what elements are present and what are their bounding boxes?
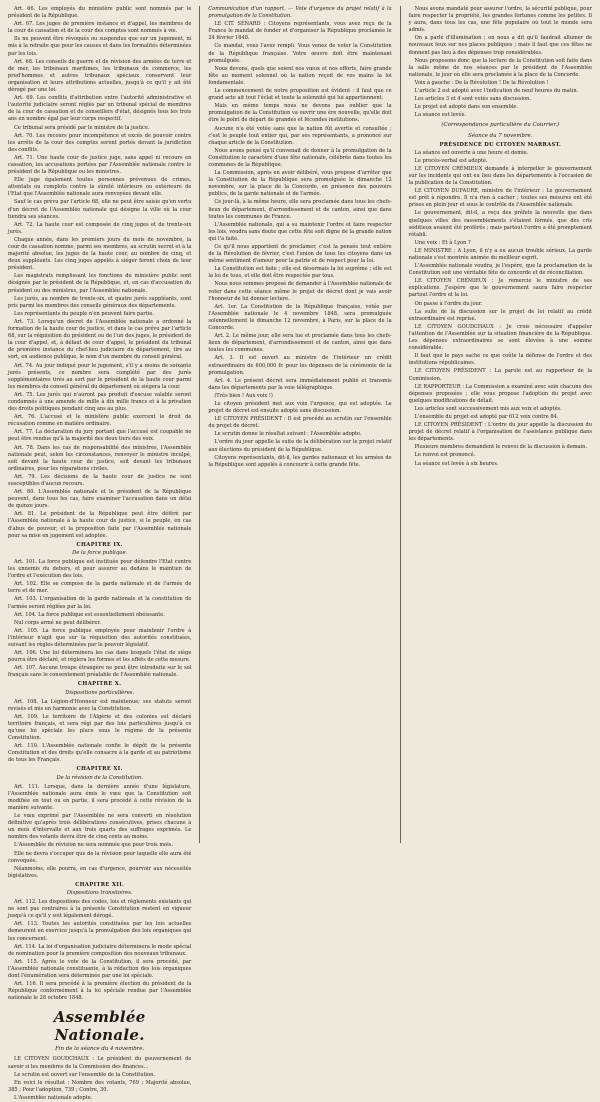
report-paragraph: Plusieurs membres demandent le renvoi de la discussion à demain. xyxy=(414,444,588,451)
article-paragraph: Ils ne peuvent être révoqués ou suspendus que sur un jugement, ni mis à la retraite que pour les causes et dans les formalités déterminées par les lois. xyxy=(8,36,192,57)
report-paragraph: Le scrutin est ouvert sur l'ensemble de la Constitution. xyxy=(14,1071,156,1078)
report-paragraph: Il faut que le pays sache ce que coûte la défense de l'ordre et des institutions républicaines. xyxy=(408,353,592,367)
report-paragraph: LE RAPPORTEUR : La Commission a examiné avec soin chacune des dépenses proposées ; elle vous propose l'adoption du projet avec quelques modifications de détail. xyxy=(408,383,592,404)
report-paragraph: LE CITOYEN CRÉMIEUX : Je remercie le ministre de ses explications. J'espère que le gouvernement saura faire respecter partout l'ordre et la loi. xyxy=(408,278,592,299)
report-paragraph: Le citoyen président met aux voix l'urgence, qui est adoptée. Le projet de décret est ensuite adopté sans discussion. xyxy=(208,400,392,415)
report-paragraph: L'Assemblée nationale, qui a su maintenir l'ordre et faire respecter les lois, voudra sans doute que cette fête soit digne de la grande nation qui l'a faite. xyxy=(208,221,392,242)
column-rule-2 xyxy=(400,6,401,843)
article-paragraph: Art. 79. Les décisions de la haute cour de justice ne sont susceptibles d'aucun recours. xyxy=(8,473,192,487)
middle-paragraphs xyxy=(208,21,391,469)
article-paragraph: Les représentants du peuple n'en peuvent faire partie. xyxy=(14,310,154,317)
chapter-xi-subheading: De la révision de la Constitution. xyxy=(56,774,143,781)
report-paragraph: La Constitution est faite ; elle est désormais la loi suprême ; elle est la loi de tous, et elle doit être respectée par tous. xyxy=(208,266,392,280)
report-paragraph: Les articles 3 et 4 sont votés sans discussion. xyxy=(414,96,531,103)
article-paragraph: Art. 70. Les recours pour incompétence et excès de pouvoir contre les arrêts de la cour des comptes seront portés devant la juridiction des conflits. xyxy=(8,132,192,153)
report-paragraph: Nous proposons donc que la lecture de la Constitution soit faite dans la salle même de nos séances par le président de l'Assemblée nationale, le jour où elle sera proclamée à la place de la Concorde. xyxy=(408,57,592,78)
report-paragraph: LE CITOYEN DUFAURE, ministre de l'intérieur : Le gouvernement est prêt à répondre. Il n'a rien à cacher ; toutes ses mesures ont été prises en plein jour et sous le contrôle de l'Assemblée nationale. xyxy=(408,188,592,209)
report-paragraph: L'Assemblée nationale adopte. xyxy=(14,1094,93,1101)
report-paragraph: Le projet est adopté dans son ensemble. xyxy=(414,104,519,111)
report-paragraph: Nous devons, quels que soient nos vœux et nos efforts, faire grande fête au moment solennel où la nation reçoit de vos mains la loi fondamentale. xyxy=(208,65,392,86)
report-paragraph: Aucune n'a été votée sans que la nation fût avertie et consultée ; c'est le peuple tout entier qui, par ses représentants, a prononcé sur chaque article de la Constitution. xyxy=(208,125,392,146)
article-paragraph: Art. 71. Une haute cour de justice juge, sans appel ni recours en cassation, les accusations portées par l'Assemblée nationale contre le président de la République ou les ministres. xyxy=(8,154,192,176)
report-paragraph: Nous avons mandaté pour assurer l'ordre, la sécurité publique, pour faire respecter la propriété, les grandes fortunes comme les petites. Il y aura, dans tous les cas, une fête populaire où tout le monde sera admis. xyxy=(408,6,592,34)
chapter-xi-heading: CHAPITRE XI. xyxy=(76,766,123,773)
report-paragraph: Le gouvernement, dit-il, a reçu des préfets la nouvelle que dans quelques villes des rassemblements s'étaient formés, que des cris séditieux avaient été proférés ; mais partout l'ordre a été promptement rétabli. xyxy=(408,210,592,238)
article-paragraph: Art. 111. Lorsque, dans la dernière année d'une législature, l'Assemblée nationale aura émis le vœu que la Constitution soit modifiée en tout ou en partie, il sera procédé à cette révision de la manière suivante. xyxy=(8,783,192,811)
article-paragraph: Chaque année, dans les premiers jours du mois de novembre, la cour de cassation nomme, parmi ses membres, au scrutin secret et à la majorité absolue, les juges de la haute cour, au nombre de cinq, et deux suppléants. Les cinq juges appelés à siéger feront choix de leur président. xyxy=(8,236,192,272)
article-paragraph: Art. 108. La Légion-d'Honneur est maintenue; ses statuts seront revisés et mis en harmonie avec la Constitution. xyxy=(8,698,192,712)
article-paragraph: Art. 73. Lorsqu'un décret de l'Assemblée nationale a ordonné la formation de la haute cour de justice, et dans le cas prévu par l'article 68, sur la réquisition du président ou de l'un des juges, le président de la cour d'appel, et, à défaut de cour d'appel, le président du tribunal de première instance du chef-lieu judiciaire du département, tire au sort, en audience publique, le nom d'un membre du conseil général. xyxy=(8,318,192,361)
article-paragraph: Art. 116. Il sera procédé à la première élection du président de la République conformément à la loi spéciale rendue par l'Assemblée nationale le 28 octobre 1848. xyxy=(8,981,192,1002)
articles-block-c xyxy=(8,699,191,765)
report-paragraph: L'ordre du jour appelle la suite de la délibération sur le projet relatif aux élections du président de la République. xyxy=(208,439,392,453)
article-paragraph: Sauf le cas prévu par l'article 68, elle ne peut être saisie qu'en vertu d'un décret de l'Assemblée nationale qui désigne la ville où la cour tiendra ses séances. xyxy=(8,199,192,220)
article-paragraph: Art. 112. Les dispositions des codes, lois et règlements existants qui ne sont pas contraires à la présente Constitution restent en vigueur jusqu'à ce qu'il y soit légalement dérogé. xyxy=(8,899,192,920)
chapter-xii-subheading: Dispositions transitoires. xyxy=(66,889,133,896)
middle-heading: Communication d'un rapport. — Vote d'urgence du projet relatif à la promulgation de la Constitution. xyxy=(208,6,392,20)
report-paragraph: LE CITOYEN CRÉMIEUX demande à interpeller le gouvernement sur les incidents qui ont eu lieu dans les départements à l'occasion de la publication de la Constitution. xyxy=(408,165,592,187)
article-paragraph: Art. 102. Elle se compose de la garde nationale et de l'armée de terre et de mer. xyxy=(8,581,192,595)
presidency-heading: PRÉSIDENCE DU CITOYEN MARRAST. xyxy=(439,141,562,148)
right-paragraphs xyxy=(409,6,592,119)
report-paragraph: La Commission, après en avoir délibéré, vous propose d'arrêter que la Constitution de la République sera promulguée le dimanche 12 novembre, sur la place de la Concorde, en présence des pouvoirs publics, de la garde nationale et de l'armée. xyxy=(208,170,392,198)
correspondence-heading: (Correspondance particulière du Courrier.) xyxy=(441,122,560,129)
articles-block-a xyxy=(8,6,191,540)
article-paragraph: Les jurés, au nombre de trente-six, et quatre jurés suppléants, sont pris parmi les membres des conseils généraux des départements. xyxy=(8,295,192,309)
report-paragraph: La séance est ouverte à une heure et demie. xyxy=(414,149,529,156)
article-paragraph: Art. 77. La déclaration du jury portant que l'accusé est coupable ne peut être rendue qu'à la majorité des deux tiers des voix. xyxy=(8,429,192,443)
article-paragraph: Art. 75. Les jurés qui n'auront pas produit d'excuse valable seront condamnés à une amende de mille à dix mille francs et à la privation des droits politiques pendant cinq ans au plus. xyxy=(8,391,192,413)
article-paragraph: Néanmoins, elle pourra, en cas d'urgence, pourvoir aux nécessités législatives. xyxy=(8,865,192,879)
article-paragraph: Art. 106. Une loi déterminera les cas dans lesquels l'état de siège pourra être déclaré, et réglera les formes et les effets de cette mesure. xyxy=(8,650,192,664)
report-paragraph: Art. 2. Le même jour, elle sera lue et proclamée dans tous les chefs-lieux de département, d'arrondissement et de canton, ainsi que dans toutes les communes. xyxy=(208,333,392,354)
articles-block-b xyxy=(8,559,191,680)
report-paragraph: Citoyens représentants, dit-il, les gardes nationaux et les armées de la République sont appelés à concourir à cette grande fête. xyxy=(208,454,392,468)
report-paragraph: La séance est levée à six heures. xyxy=(414,460,499,467)
report-paragraph: Voix à gauche : De la Révolution ! De la Révolution ! xyxy=(414,79,549,86)
closing-block xyxy=(8,1056,191,1102)
article-paragraph: Art. 69. Les conflits d'attribution entre l'autorité administrative et l'autorité judiciaire seront réglés par un tribunal spécial de membres de la cour de cassation et de conseillers d'état, désignés tous les trois ans en nombre égal par leur corps respectif. xyxy=(8,95,192,123)
report-paragraph: Nous nous sommes proposé de demander à l'Assemblée nationale de voter dans cette séance même le projet de décret dont je vais avoir l'honneur de lui donner lecture. xyxy=(208,281,392,302)
middle-column xyxy=(208,6,391,843)
article-paragraph: Le vœu exprimé par l'Assemblée ne sera converti en résolution définitive qu'après trois délibérations consécutives, prises chacune à un mois d'intervalle et aux trois quarts des suffrages exprimés. Le nombre des votants devra être de cinq cents au moins. xyxy=(8,813,192,841)
report-paragraph: Ce mandat, vous l'avez rempli. Vous venez de voter la Constitution de la République française. Votre œuvre doit être maintenant promulguée. xyxy=(208,43,392,64)
article-paragraph: L'Assemblée de révision ne sera nommée que pour trois mois. xyxy=(14,842,173,849)
article-paragraph: Art. 103. L'organisation de la garde nationale et la constitution de l'armée seront réglées par la loi. xyxy=(8,596,192,610)
report-paragraph: L'ensemble du projet est adopté par 612 voix contre 84. xyxy=(414,413,559,420)
report-paragraph: Ce qu'il nous appartient de proclamer, c'est la pensée tout entière de la Révolution de février, c'est l'union de tous les citoyens dans un même sentiment d'amour pour la patrie et de respect pour la loi. xyxy=(208,244,392,265)
report-paragraph: Le procès-verbal est adopté. xyxy=(414,157,488,164)
report-paragraph: La séance est levée. xyxy=(414,112,467,119)
report-paragraph: LE CITOYEN PRÉSIDENT : L'ordre du jour appelle la discussion du projet de décret relatif à l'organisation de l'assistance publique dans les départements. xyxy=(408,422,592,443)
article-paragraph: Ce tribunal sera présidé par le ministre de la justice. xyxy=(14,124,150,131)
article-paragraph: Art. 101. La force publique est instituée pour défendre l'Etat contre les ennemis du dehors, et pour assurer au dedans le maintien de l'ordre et l'exécution des lois. xyxy=(8,558,192,580)
report-paragraph: LE CITOYEN PRÉSIDENT : La parole est au rapporteur de la Commission. xyxy=(408,368,592,382)
assembly-subtitle: Fin de la séance du 4 novembre. xyxy=(55,1046,145,1053)
chapter-x-heading: CHAPITRE X. xyxy=(77,681,122,688)
report-paragraph: Une voix : Et à Lyon ? xyxy=(414,239,471,246)
report-paragraph: Le scrutin donne le résultat suivant : l'Assemblée adopte. xyxy=(214,431,362,438)
article-paragraph: Art. 67. Les juges de première instance et d'appel, les membres de la cour de cassation et de la cour des comptes sont nommés à vie. xyxy=(8,21,192,35)
report-paragraph: On a parlé d'illumination ; on nous a dit qu'il faudrait allumer de nouveaux feux sur nos places publiques ; mais il faut que ces fêtes ne donnent pas lieu à des dépenses trop considérables. xyxy=(408,35,592,56)
report-paragraph: Art. 4. Le présent décret sera immédiatement publié et transmis dans les départements par la voie télégraphique. xyxy=(208,377,392,391)
report-paragraph: (Très bien ! Aux voix !) xyxy=(214,392,273,399)
article-paragraph: Elle juge également toutes personnes prévenues de crimes, attentats ou complots contre la sûreté intérieure ou extérieure de l'Etat que l'Assemblée nationale aura renvoyées devant elle. xyxy=(8,177,192,198)
article-paragraph: Art. 107. Aucune troupe étrangère ne peut être introduite sur le sol français sans le consentement préalable de l'Assemblée nationale. xyxy=(8,665,192,679)
session-date-heading: Séance du 7 novembre. xyxy=(468,132,533,139)
article-paragraph: Les magistrats remplissant les fonctions du ministère public sont désignés par le président de la République, et, en cas d'accusation du président ou des ministres, par l'Assemblée nationale. xyxy=(8,273,192,294)
chapter-x-subheading: Dispositions particulières. xyxy=(65,689,135,696)
report-paragraph: La suite de la discussion sur le projet de loi relatif au crédit extraordinaire est reprise. xyxy=(408,308,592,322)
assembly-title: Assemblée Nationale. xyxy=(53,1008,146,1045)
article-paragraph: Art. 109. Le territoire de l'Algérie et des colonies est déclaré territoire français, et sera régi par des lois particulières jusqu'à ce qu'une loi spéciale les place sous le régime de la présente Constitution. xyxy=(8,713,192,742)
report-paragraph: L'Assemblée nationale voudra, je l'espère, que la proclamation de la Constitution soit une véritable fête de concorde et de réconciliation. xyxy=(408,263,592,277)
report-paragraph: Les articles sont successivement mis aux voix et adoptés. xyxy=(414,405,562,412)
article-paragraph: Art. 114. La loi d'organisation judiciaire déterminera le mode spécial de nomination pour la première composition des nouveaux tribunaux. xyxy=(8,943,192,957)
report-paragraph: Mais en même temps nous ne devons pas oublier que la promulgation de la Constitution va ouvrir une ère nouvelle, qu'elle doit être le point de départ de grandes et fécondes institutions. xyxy=(208,103,392,124)
report-paragraph: LE CITOYEN PRÉSIDENT : Il est procédé au scrutin sur l'ensemble du projet de décret. xyxy=(208,416,392,430)
report-paragraph: LE CITOYEN GOUDCHAUX : Le président du gouvernement de savoir si les membres de la Commission des finances... xyxy=(8,1056,192,1070)
report-paragraph: Ce jour-là, à la même heure, elle sera proclamée dans tous les chefs-lieux de département, d'arrondissement et de canton, ainsi que dans toutes les communes de France. xyxy=(208,199,392,220)
article-paragraph: Art. 72. La haute cour est composée de cinq juges et de trente-six jurés. xyxy=(8,221,192,235)
report-paragraph: LE CIT. SÉNARD : Citoyens représentants, vous avez reçu de la France le mandat de fonder et d'organiser la République proclamée le 24 février 1848. xyxy=(208,21,392,42)
report-paragraph: En voici le résultat : Nombre des votants, 769 ; Majorité absolue, 385 ; Pour l'adoption, 739 ; Contre, 30. xyxy=(8,1079,192,1093)
article-paragraph: Nul corps armé ne peut délibérer. xyxy=(14,619,101,626)
report-paragraph: LE MINISTRE : A Lyon, il n'y a eu aucun trouble sérieux. La garde nationale s'est montrée animée du meilleur esprit. xyxy=(408,247,592,261)
chapter-ix-heading: CHAPITRE IX. xyxy=(76,541,123,548)
report-paragraph: Le renvoi est prononcé. xyxy=(414,452,476,459)
left-column xyxy=(8,6,192,1101)
article-paragraph: Art. 74. Au jour indiqué pour le jugement, s'il y a moins de soixante jurés présents, ce nombre sera complété par des jurés supplémentaires tirés au sort par le président de la haute cour parmi les membres du conseil général du département où siégera la cour. xyxy=(8,362,192,390)
articles-block-d xyxy=(8,784,191,880)
article-paragraph: Art. 110. L'Assemblée nationale confie le dépôt de la présente Constitution et des droits qu'elle consacre à la garde et au patriotisme de tous les Français. xyxy=(8,743,192,764)
report-paragraph: Art. 3. Il est ouvert au ministre de l'intérieur un crédit extraordinaire de 600,000 fr. pour les dépenses de la cérémonie de la promulgation. xyxy=(208,355,392,376)
article-paragraph: Art. 115. Après le vote de la Constitution, il sera procédé, par l'Assemblée nationale constituante, à la rédaction des lois organiques dont l'énumération sera déterminée par une loi spéciale. xyxy=(8,958,192,979)
report-paragraph: LE CITOYEN GOUDCHAUX : Je crois nécessaire d'appeler l'attention de l'Assemblée sur la situation financière de la République. Les dépenses extraordinaires se sont élevées à une somme considérable. xyxy=(408,323,592,352)
right-column xyxy=(409,6,592,843)
article-paragraph: Art. 66. Les employés du ministère public sont nommés par le président de la République. xyxy=(8,6,192,20)
article-paragraph: Art. 68. Les conseils de guerre et de révision des armées de terre et de mer, les tribunaux maritimes, les tribunaux de commerce, les prud'hommes et autres tribunaux spéciaux conservent leur organisation et leurs attributions actuelles, jusqu'à ce qu'il y ait été dérogé par une loi. xyxy=(8,58,192,94)
article-paragraph: Art. 81. Le président de la République peut être déféré par l'Assemblée nationale à la haute cour de justice, si le peuple, en cas d'abus de pouvoir, et la proposition faite par l'Assemblée nationale pour sa mise en jugement est adoptée. xyxy=(8,511,192,539)
report-paragraph: Art. 1er. La Constitution de la République française, votée par l'Assemblée nationale le 4 novembre 1848, sera promulguée solennellement le dimanche 12 novembre, à Paris, sur la place de la Concorde. xyxy=(208,303,392,332)
article-paragraph: Art. 78. Dans les cas de responsabilité des ministres, l'Assemblée nationale peut, selon les circonstances, renvoyer le ministre inculpé, soit devant la haute cour de justice, soit devant les tribunaux ordinaires, pour les réparations civiles. xyxy=(8,444,192,472)
article-paragraph: Art. 76. L'accusé et le ministère public exercent le droit de récusation comme en matière ordinaire. xyxy=(8,414,192,428)
article-paragraph: Art. 113. Toutes les autorités constituées par les lois actuelles demeurent en exercice jusqu'à la promulgation des lois organiques qui les concernent. xyxy=(8,921,192,942)
chapter-ix-subheading: De la force publique. xyxy=(72,549,128,556)
right-paragraphs-2 xyxy=(409,150,592,468)
column-rule-1 xyxy=(199,6,200,843)
chapter-xii-heading: CHAPITRE XII. xyxy=(75,881,125,888)
article-paragraph: Art. 105. La force publique employée pour maintenir l'ordre à l'intérieur n'agit que sur la réquisition des autorités constituées, suivant les règles déterminées par le pouvoir législatif. xyxy=(8,627,192,648)
article-paragraph: Elle ne devra s'occuper que de la révision pour laquelle elle aura été convoquée. xyxy=(8,850,192,864)
articles-block-e xyxy=(8,899,191,1002)
article-paragraph: Art. 80. L'Assemblée nationale et le président de la République peuvent, dans tous les cas, faire examiner l'accusation dans un délai de quinze jours. xyxy=(8,489,192,510)
report-paragraph: Nous avons pensé qu'il convenait de donner à la promulgation de la Constitution le caractère d'une fête nationale, célébrée dans toutes les communes de la République. xyxy=(208,147,392,168)
report-paragraph: Le commencement de notre proposition est évident : il faut que ce grand acte ait tout l'éclat et toute la solennité qui lui appartiennent. xyxy=(208,88,392,102)
article-paragraph: Art. 104. La force publique est essentiellement obéissante. xyxy=(14,611,165,618)
report-paragraph: L'article 2 est adopté avec l'indication de neuf heures du matin. xyxy=(414,88,579,95)
report-paragraph: On passe à l'ordre du jour. xyxy=(414,300,483,307)
